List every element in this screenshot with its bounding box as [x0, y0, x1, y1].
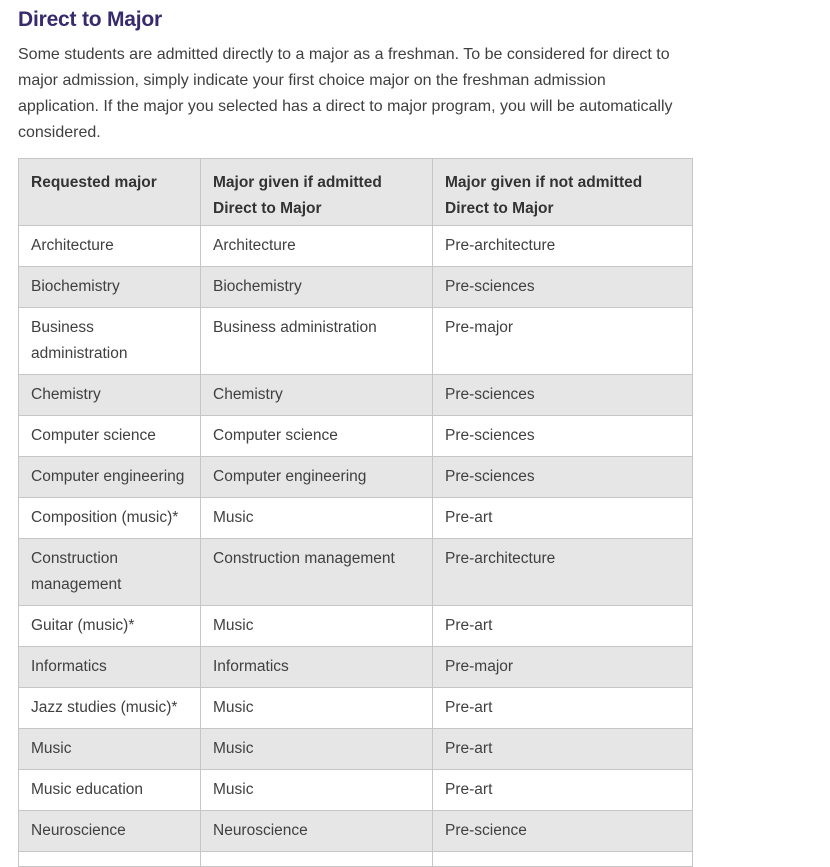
table-cell: Pre-art — [433, 770, 693, 811]
table-cell: Pre-art — [433, 498, 693, 539]
table-cell — [19, 852, 201, 867]
table-cell: Construction management — [19, 539, 201, 606]
table-cell — [201, 852, 433, 867]
intro-paragraph — [18, 42, 708, 146]
table-row — [19, 811, 693, 852]
table-cell: Music — [201, 606, 433, 647]
table-cell: Pre-art — [433, 729, 693, 770]
table-row — [19, 375, 693, 416]
intro-line: considered. — [18, 124, 101, 141]
intro-line: application. If the major you selected has a direct to major program, you will be automatically — [18, 98, 673, 115]
table-row — [19, 770, 693, 811]
column-header-admitted: Major given if admitted Direct to Major — [201, 159, 433, 226]
table-row — [19, 457, 693, 498]
table-cell: Music — [201, 770, 433, 811]
table-cell: Business administration — [201, 308, 433, 375]
table-cell: Chemistry — [19, 375, 201, 416]
table-cell: Music — [201, 688, 433, 729]
table-cell: Pre-sciences — [433, 457, 693, 498]
table-cell: Pre-architecture — [433, 539, 693, 606]
table-row — [19, 729, 693, 770]
table-cell: Neuroscience — [19, 811, 201, 852]
table-cell: Chemistry — [201, 375, 433, 416]
table-cell: Construction management — [201, 539, 433, 606]
column-header-requested-major: Requested major — [19, 159, 201, 226]
table-cell: Informatics — [19, 647, 201, 688]
table-cell: Pre-sciences — [433, 375, 693, 416]
table-cell: Composition (music)* — [19, 498, 201, 539]
table-row — [19, 647, 693, 688]
table-cell: Biochemistry — [19, 267, 201, 308]
table-row — [19, 688, 693, 729]
table-cell: Biochemistry — [201, 267, 433, 308]
table-row — [19, 226, 693, 267]
table-cell: Jazz studies (music)* — [19, 688, 201, 729]
table-row — [19, 416, 693, 457]
table-cell: Pre-major — [433, 647, 693, 688]
table-body — [19, 226, 693, 867]
table-cell: Pre-art — [433, 606, 693, 647]
table-cell: Music education — [19, 770, 201, 811]
table-cell: Computer engineering — [201, 457, 433, 498]
table-row — [19, 539, 693, 606]
table-row — [19, 498, 693, 539]
table-cell: Informatics — [201, 647, 433, 688]
table-cell: Business administration — [19, 308, 201, 375]
table-cell — [433, 852, 693, 867]
table-cell: Neuroscience — [201, 811, 433, 852]
table-cell: Computer science — [201, 416, 433, 457]
table-cell: Pre-major — [433, 308, 693, 375]
table-cell: Pre-science — [433, 811, 693, 852]
table-cell: Music — [201, 729, 433, 770]
table-cell: Guitar (music)* — [19, 606, 201, 647]
table-cell: Computer engineering — [19, 457, 201, 498]
table-cell: Architecture — [201, 226, 433, 267]
table-row — [19, 267, 693, 308]
table-row — [19, 606, 693, 647]
intro-line: major admission, simply indicate your first choice major on the freshman admission — [18, 72, 606, 89]
table-cell: Pre-architecture — [433, 226, 693, 267]
table-cell: Pre-art — [433, 688, 693, 729]
table-cell: Architecture — [19, 226, 201, 267]
intro-line: Some students are admitted directly to a major as a freshman. To be considered for direct to — [18, 46, 670, 63]
direct-to-major-table — [18, 158, 693, 867]
table-cell: Music — [19, 729, 201, 770]
table-cell: Pre-sciences — [433, 267, 693, 308]
table-header-row — [19, 159, 693, 226]
page-title: Direct to Major — [18, 8, 163, 31]
column-header-not-admitted: Major given if not admitted Direct to Major — [433, 159, 693, 226]
table-cell: Pre-sciences — [433, 416, 693, 457]
table-cell: Music — [201, 498, 433, 539]
table-row — [19, 852, 693, 867]
table-cell: Computer science — [19, 416, 201, 457]
table-row — [19, 308, 693, 375]
